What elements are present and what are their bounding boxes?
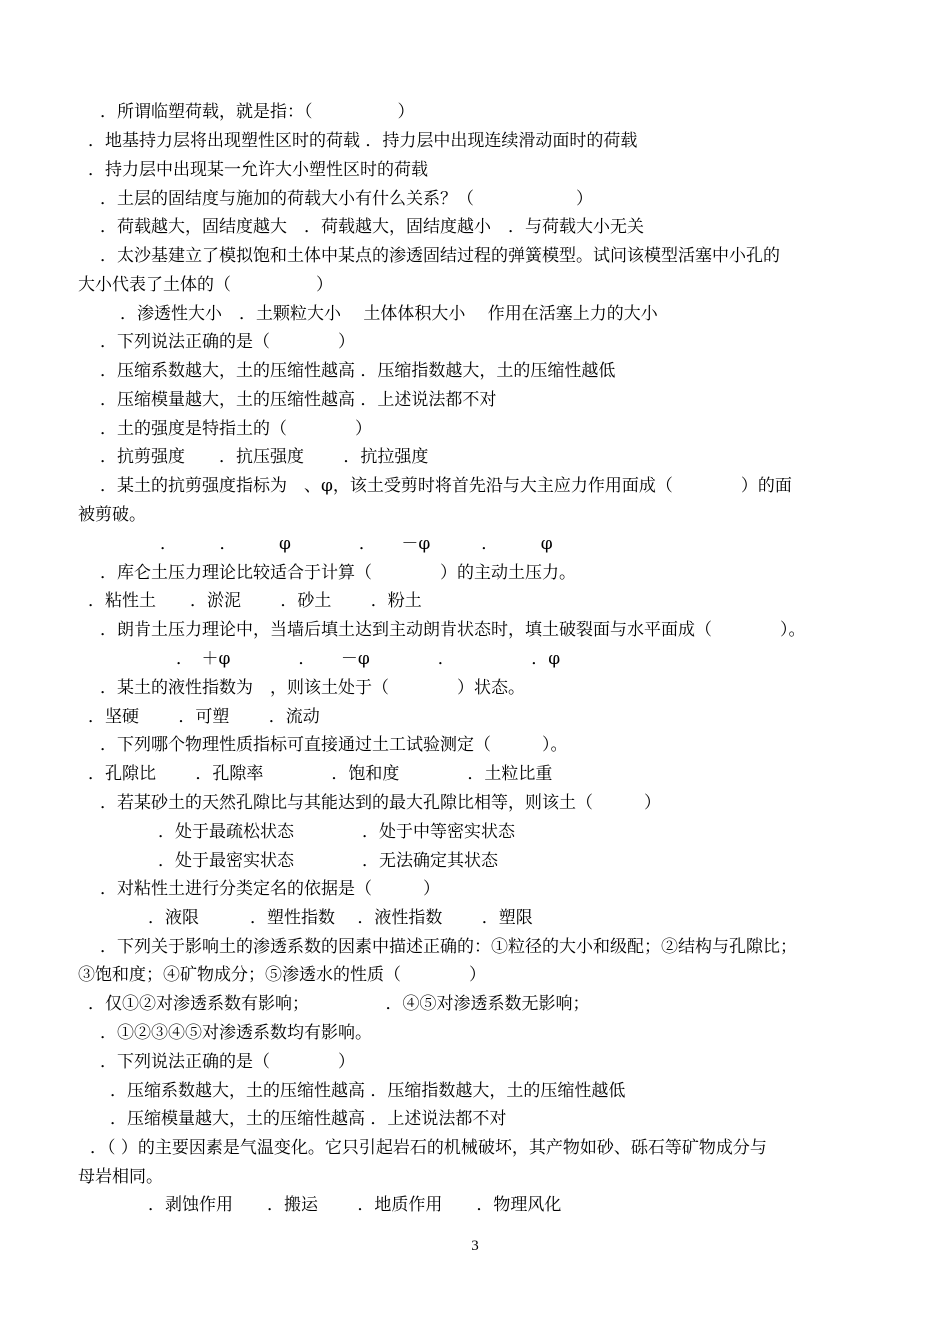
q-line-19: ．朗肯土压力理论中，当墙后填土达到主动朗肯状态时，填土破裂面与水平面成（ ）。 — [100, 620, 806, 640]
q-line-36: ．压缩模量越大，土的压缩性越高 ．上述说法都不对 — [110, 1109, 507, 1129]
q-line-29: ．液限 ．塑性指数 ．液性指数 ．塑限 — [148, 908, 533, 928]
q-line-11: ．压缩模量越大，土的压缩性越高 ．上述说法都不对 — [100, 390, 497, 410]
q-line-20: ． ＋φ ． －φ ． ．φ — [176, 649, 561, 669]
q-line-32: ．仅①②对渗透系数有影响； ．④⑤对渗透系数无影响； — [88, 994, 590, 1014]
q-line-15: 被剪破。 — [78, 505, 146, 525]
q-line-37: ．（ ）的主要因素是气温变化。它只引起岩石的机械破坏，其产物如砂、砾石等矿物成分与 — [90, 1138, 767, 1158]
q-line-24: ．孔隙比 ．孔隙率 ．饱和度 ．土粒比重 — [88, 764, 553, 784]
q-line-2: ．地基持力层将出现塑性区时的荷载 ．持力层中出现连续滑动面时的荷载 — [88, 131, 638, 151]
q-line-6: ．太沙基建立了模拟饱和土体中某点的渗透固结过程的弹簧模型。试问该模型活塞中小孔的 — [100, 246, 780, 266]
q-line-34: ．下列说法正确的是（ ） — [100, 1052, 355, 1072]
q-line-13: ．抗剪强度 ．抗压强度 ．抗拉强度 — [100, 447, 429, 467]
q-line-18: ．粘性土 ．淤泥 ．砂土 ．粉土 — [88, 591, 422, 611]
q-line-23: ．下列哪个物理性质指标可直接通过土工试验测定（ ）。 — [100, 735, 568, 755]
page-number: 3 — [471, 1238, 479, 1254]
q-line-21: ．某土的液性指数为 ，则该土处于（ ）状态。 — [100, 678, 525, 698]
q-line-17: ．库仑土压力理论比较适合于计算（ ）的主动土压力。 — [100, 563, 576, 583]
q-line-5: ．荷载越大，固结度越大 ．荷载越大，固结度越小 ．与荷载大小无关 — [100, 217, 644, 237]
q-line-14: ．某土的抗剪强度指标为 、φ，该土受剪时将首先沿与大主应力作用面成（ ）的面 — [100, 476, 792, 496]
q-line-28: ．对粘性土进行分类定名的依据是（ ） — [100, 879, 440, 899]
q-line-35: ．压缩系数越大，土的压缩性越高 ．压缩指数越大，土的压缩性越低 — [110, 1081, 626, 1101]
q-line-16: ． ． φ ． －φ ． φ — [160, 534, 553, 554]
q-line-1: ．所谓临塑荷载，就是指：（ ） — [100, 102, 415, 122]
q-line-7: 大小代表了土体的（ ） — [78, 275, 333, 295]
q-line-3: ．持力层中出现某一允许大小塑性区时的荷载 — [88, 160, 428, 180]
q-line-4: ．土层的固结度与施加的荷载大小有什么关系？（ ） — [100, 189, 593, 209]
q-line-30: ．下列关于影响土的渗透系数的因素中描述正确的：①粒径的大小和级配；②结构与孔隙比； — [100, 937, 797, 957]
q-line-10: ．压缩系数越大，土的压缩性越高 ．压缩指数越大，土的压缩性越低 — [100, 361, 616, 381]
q-line-38: 母岩相同。 — [78, 1167, 163, 1187]
q-line-8: ．渗透性大小 ．土颗粒大小 土体体积大小 作用在活塞上力的大小 — [120, 304, 658, 324]
q-line-9: ．下列说法正确的是（ ） — [100, 332, 355, 352]
q-line-12: ．土的强度是特指土的（ ） — [100, 419, 372, 439]
q-line-25: ．若某砂土的天然孔隙比与其能达到的最大孔隙比相等，则该土（ ） — [100, 793, 661, 813]
q-line-39: ．剥蚀作用 ．搬运 ．地质作用 ．物理风化 — [148, 1195, 562, 1215]
q-line-27: ．处于最密实状态 ．无法确定其状态 — [158, 851, 498, 871]
q-line-26: ．处于最疏松状态 ．处于中等密实状态 — [158, 822, 515, 842]
q-line-31: ③饱和度；④矿物成分；⑤渗透水的性质（ ） — [78, 965, 486, 985]
q-line-33: ．①②③④⑤对渗透系数均有影响。 — [100, 1023, 372, 1043]
q-line-22: ．坚硬 ．可塑 ．流动 — [88, 707, 320, 727]
